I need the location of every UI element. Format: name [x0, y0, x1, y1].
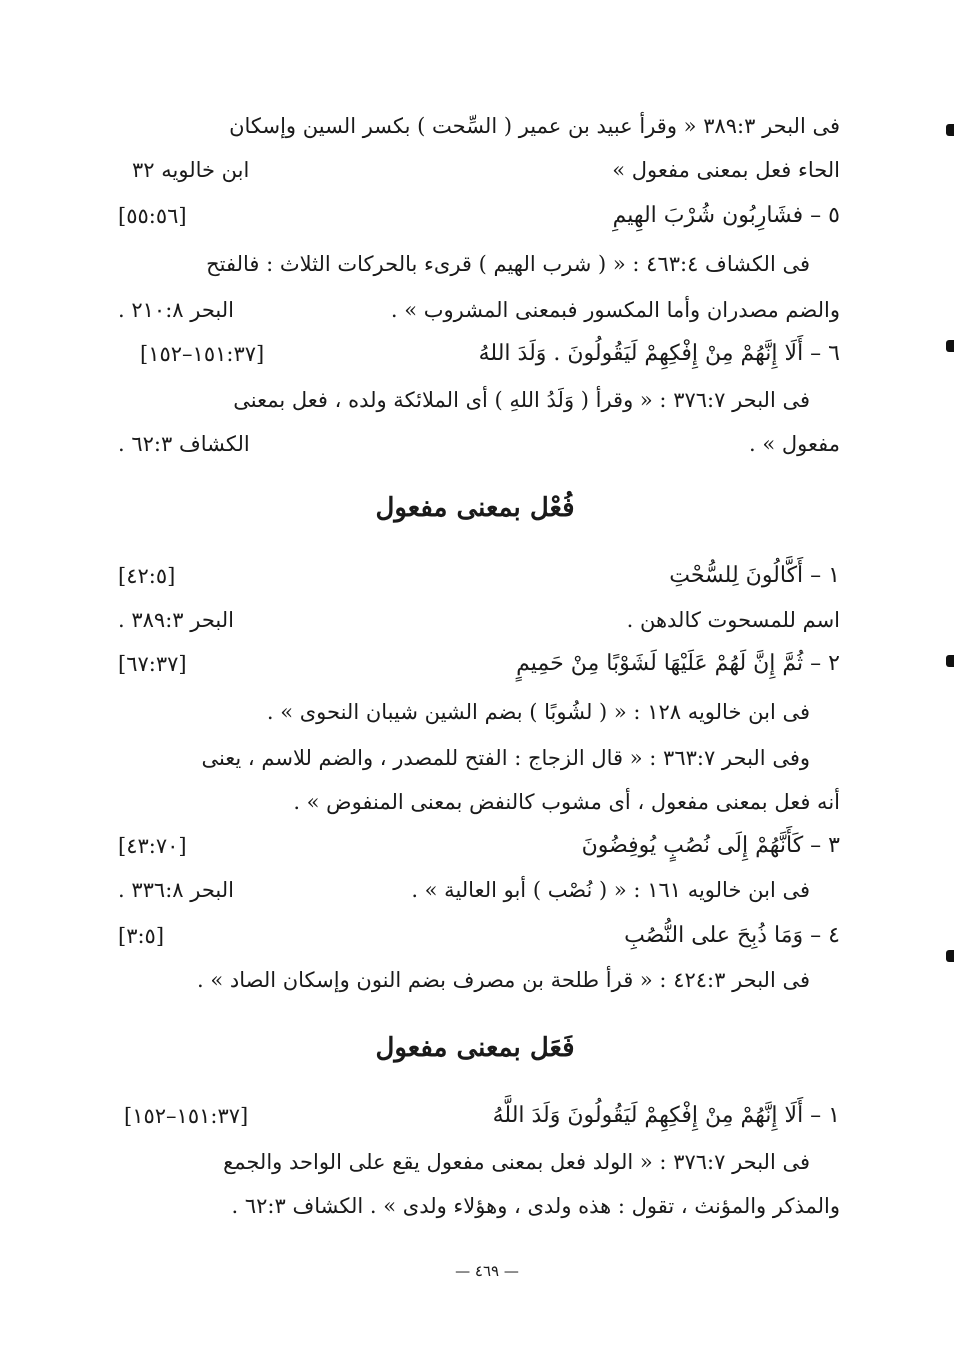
text-line — [110, 1186, 840, 1226]
verse-reference: [١٥١:٣٧–١٥٢] — [124, 1104, 249, 1128]
line-text: أنه فعل بمعنى مفعول ، أى مشوب كالنفض بمعنى المنفوض » . — [293, 790, 840, 814]
line-text: والضم مصدران وأما المكسور فبمعنى المشروب » . — [390, 298, 840, 322]
text-line — [110, 150, 840, 190]
verse-line — [110, 334, 840, 374]
text-line — [110, 424, 840, 464]
line-text: الحاء فعل بمعنى مفعول » — [612, 158, 840, 182]
line-text: والمذكر والمؤنث ، تقول : هذه ولدى ، وهؤلاء ولدى » . الكشاف ٦٢:٣ . — [231, 1194, 840, 1218]
verse-line — [110, 644, 840, 684]
line-text: فى ابن خالويه ١٦١ : « ( نُصْب ) أبو العالية » . — [411, 878, 810, 902]
margin-mark — [946, 340, 954, 352]
verse-reference: [٦٧:٣٧] — [118, 652, 187, 676]
line-text: اسم للمسحوت كالدهن . — [626, 608, 840, 632]
text-line — [110, 1142, 840, 1182]
line-text: فى البحر ٤٢٤:٣ : « قرأ طلحة بن مصرف بضم النون وإسكان الصاد » . — [196, 968, 810, 992]
text-line — [110, 290, 840, 330]
line-reference: البحر ٣٨٩:٣ . — [118, 608, 234, 632]
line-text: فى البحر ٣٧٦:٧ : « الولد فعل بمعنى مفعول يقع على الواحد والجمع — [223, 1150, 810, 1174]
margin-mark — [946, 124, 954, 136]
line-text: فى البحر ٣٨٩:٣ « وقرأ عبيد بن عمير ( السِّحت ) بكسر السين وإسكان — [229, 114, 840, 138]
verse-reference: [٤٣:٧٠] — [118, 834, 187, 858]
text-line — [110, 106, 840, 146]
line-reference: الكشاف ٦٢:٣ . — [118, 432, 250, 456]
verse-line — [110, 916, 840, 956]
verse-text: ٢ – ثُمَّ إِنَّ لَهُمْ عَلَيْهَا لَشَوْبًا مِنْ حَمِيمٍ — [516, 651, 840, 676]
verse-reference: [٣:٥] — [118, 924, 165, 948]
text-line — [110, 738, 840, 778]
line-text: فى ابن خالويه ١٢٨ : « ( لشُوبًا ) بضم الشين شيبان النحوى » . — [266, 700, 810, 724]
verse-text: ٦ – أَلَا إِنَّهُمْ مِنْ إِفْكِهِمْ لَيَقُولُونَ . وَلَدَ اللهُ — [478, 341, 840, 366]
text-line — [110, 600, 840, 640]
verse-line — [110, 1096, 840, 1136]
text-line — [110, 870, 840, 910]
text-line — [110, 380, 840, 420]
line-reference: ابن خالويه ٣٢ — [132, 158, 250, 182]
line-text: مفعول » . — [749, 432, 840, 456]
line-reference: البحر ٣٣٦:٨ . — [118, 878, 234, 902]
verse-reference: [١٥١:٣٧–١٥٢] — [140, 342, 265, 366]
verse-line — [110, 196, 840, 236]
line-text: فى البحر ٣٧٦:٧ : « وقرأ ( وَلَدُ اللهِ ) أى الملائكة ولده ، فعل بمعنى — [233, 388, 810, 412]
margin-mark — [946, 950, 954, 962]
verse-reference: [٥٥:٥٦] — [118, 204, 187, 228]
verse-line — [110, 556, 840, 596]
section-heading: فَعَل بمعنى مفعول — [375, 1033, 575, 1063]
text-line — [110, 692, 840, 732]
section-heading: فُعْل بمعنى مفعول — [375, 493, 575, 523]
line-reference: البحر ٢١٠:٨ . — [118, 298, 234, 322]
text-line — [110, 244, 840, 284]
verse-text: ٤ – وَمَا ذُبِحَ على النُّصُبِ — [624, 923, 840, 948]
verse-text: ٣ – كَأَنَّهُمْ إِلَى نُصُبٍ يُوفِضُونَ — [581, 833, 840, 858]
verse-text: ٥ – فشَارِبُون شُرْبَ الهِيمِ — [612, 203, 840, 228]
line-text: وفى البحر ٣٦٣:٧ : « قال الزجاج : الفتح للمصدر ، والضم للاسم ، يعنى — [201, 746, 810, 770]
line-text: فى الكشاف ٤٦٣:٤ : « ( شرب الهيم ) قرىء بالحركات الثلاث : فالفتح — [206, 252, 810, 276]
verse-text: ١ – أَكَّالُونَ لِلسُّحْتِ — [669, 563, 840, 588]
page-number: — ٤٦٩ — — [455, 1262, 519, 1280]
verse-reference: [٤٢:٥] — [118, 564, 176, 588]
verse-line — [110, 826, 840, 866]
text-line — [110, 960, 840, 1000]
text-line — [110, 782, 840, 822]
verse-text: ١ – أَلَا إِنَّهُمْ مِنْ إِفْكِهِمْ لَيَقُولُونَ وَلَدَ اللَّهُ — [492, 1103, 840, 1128]
margin-mark — [946, 655, 954, 667]
